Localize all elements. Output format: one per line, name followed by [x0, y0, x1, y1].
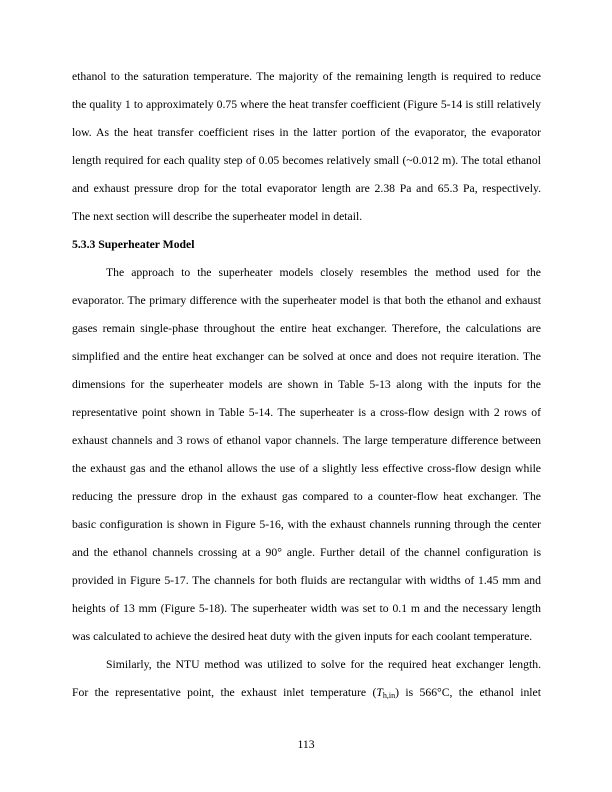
text-segment: ) is 566°C, the ethanol inlet: [395, 686, 541, 699]
text-line: was calculated to achieve the desired heat duty with the given inputs for each coolant temperature.: [72, 630, 533, 643]
text-line: length required for each quality step of 0.05 becomes relatively small (~0.012 m). The total ethanol: [72, 154, 541, 167]
text-line: the quality 1 to approximately 0.75 where the heat transfer coefficient (Figure 5-14 is still relatively: [72, 98, 541, 111]
text-line: and exhaust pressure drop for the total evaporator length are 2.38 Pa and 65.3 Pa, respectively.: [72, 182, 541, 195]
text-line: ethanol to the saturation temperature. The majority of the remaining length is required to reduce: [72, 70, 541, 83]
section-heading: 5.3.3 Superheater Model: [72, 238, 195, 251]
text-line: simplified and the entire heat exchanger can be solved at once and does not require iteration. The: [72, 350, 541, 363]
text-segment: For the representative point, the exhaust inlet temperature (: [72, 686, 377, 699]
text-line: evaporator. The primary difference with the superheater model is that both the ethanol and exhaust: [72, 294, 541, 307]
paragraph-evaporator-continued: [72, 63, 541, 231]
text-line: heights of 13 mm (Figure 5-18). The superheater width was set to 0.1 m and the necessary length: [72, 602, 541, 615]
text-line: The next section will describe the superheater model in detail.: [72, 210, 363, 223]
italic-text: T: [376, 686, 383, 699]
text-line: provided in Figure 5-17. The channels for both fluids are rectangular with widths of 1.45 mm and: [72, 574, 541, 587]
text-line: representative point shown in Table 5-14. The superheater is a cross-flow design with 2 rows of: [72, 406, 541, 419]
text-line: The approach to the superheater models closely resembles the method used for the: [106, 266, 541, 279]
page-number: 113: [297, 738, 315, 751]
text-line: basic configuration is shown in Figure 5-16, with the exhaust channels running through the center: [72, 518, 541, 531]
text-line: gases remain single-phase throughout the entire heat exchanger. Therefore, the calculations are: [72, 322, 541, 335]
sub-text: h,in: [382, 691, 396, 700]
paragraph-superheater-model: [72, 259, 541, 651]
text-line: exhaust channels and 3 rows of ethanol vapor channels. The large temperature difference between: [72, 434, 541, 447]
page-body-text: [72, 63, 541, 710]
paragraph-ntu-method: [72, 651, 541, 710]
text-line: the exhaust gas and the ethanol allows the use of a slightly less effective cross-flow design while: [72, 462, 541, 475]
text-line: dimensions for the superheater models are shown in Table 5-13 along with the inputs for the: [72, 378, 541, 391]
text-line: Similarly, the NTU method was utilized to solve for the required heat exchanger length.: [106, 658, 541, 671]
text-line: [72, 679, 541, 710]
text-line: reducing the pressure drop in the exhaust gas compared to a counter-flow heat exchanger. The: [72, 490, 541, 503]
text-line: low. As the heat transfer coefficient rises in the latter portion of the evaporator, the evaporator: [72, 126, 541, 139]
text-line: and the ethanol channels crossing at a 90° angle. Further detail of the channel configuration is: [72, 546, 541, 559]
